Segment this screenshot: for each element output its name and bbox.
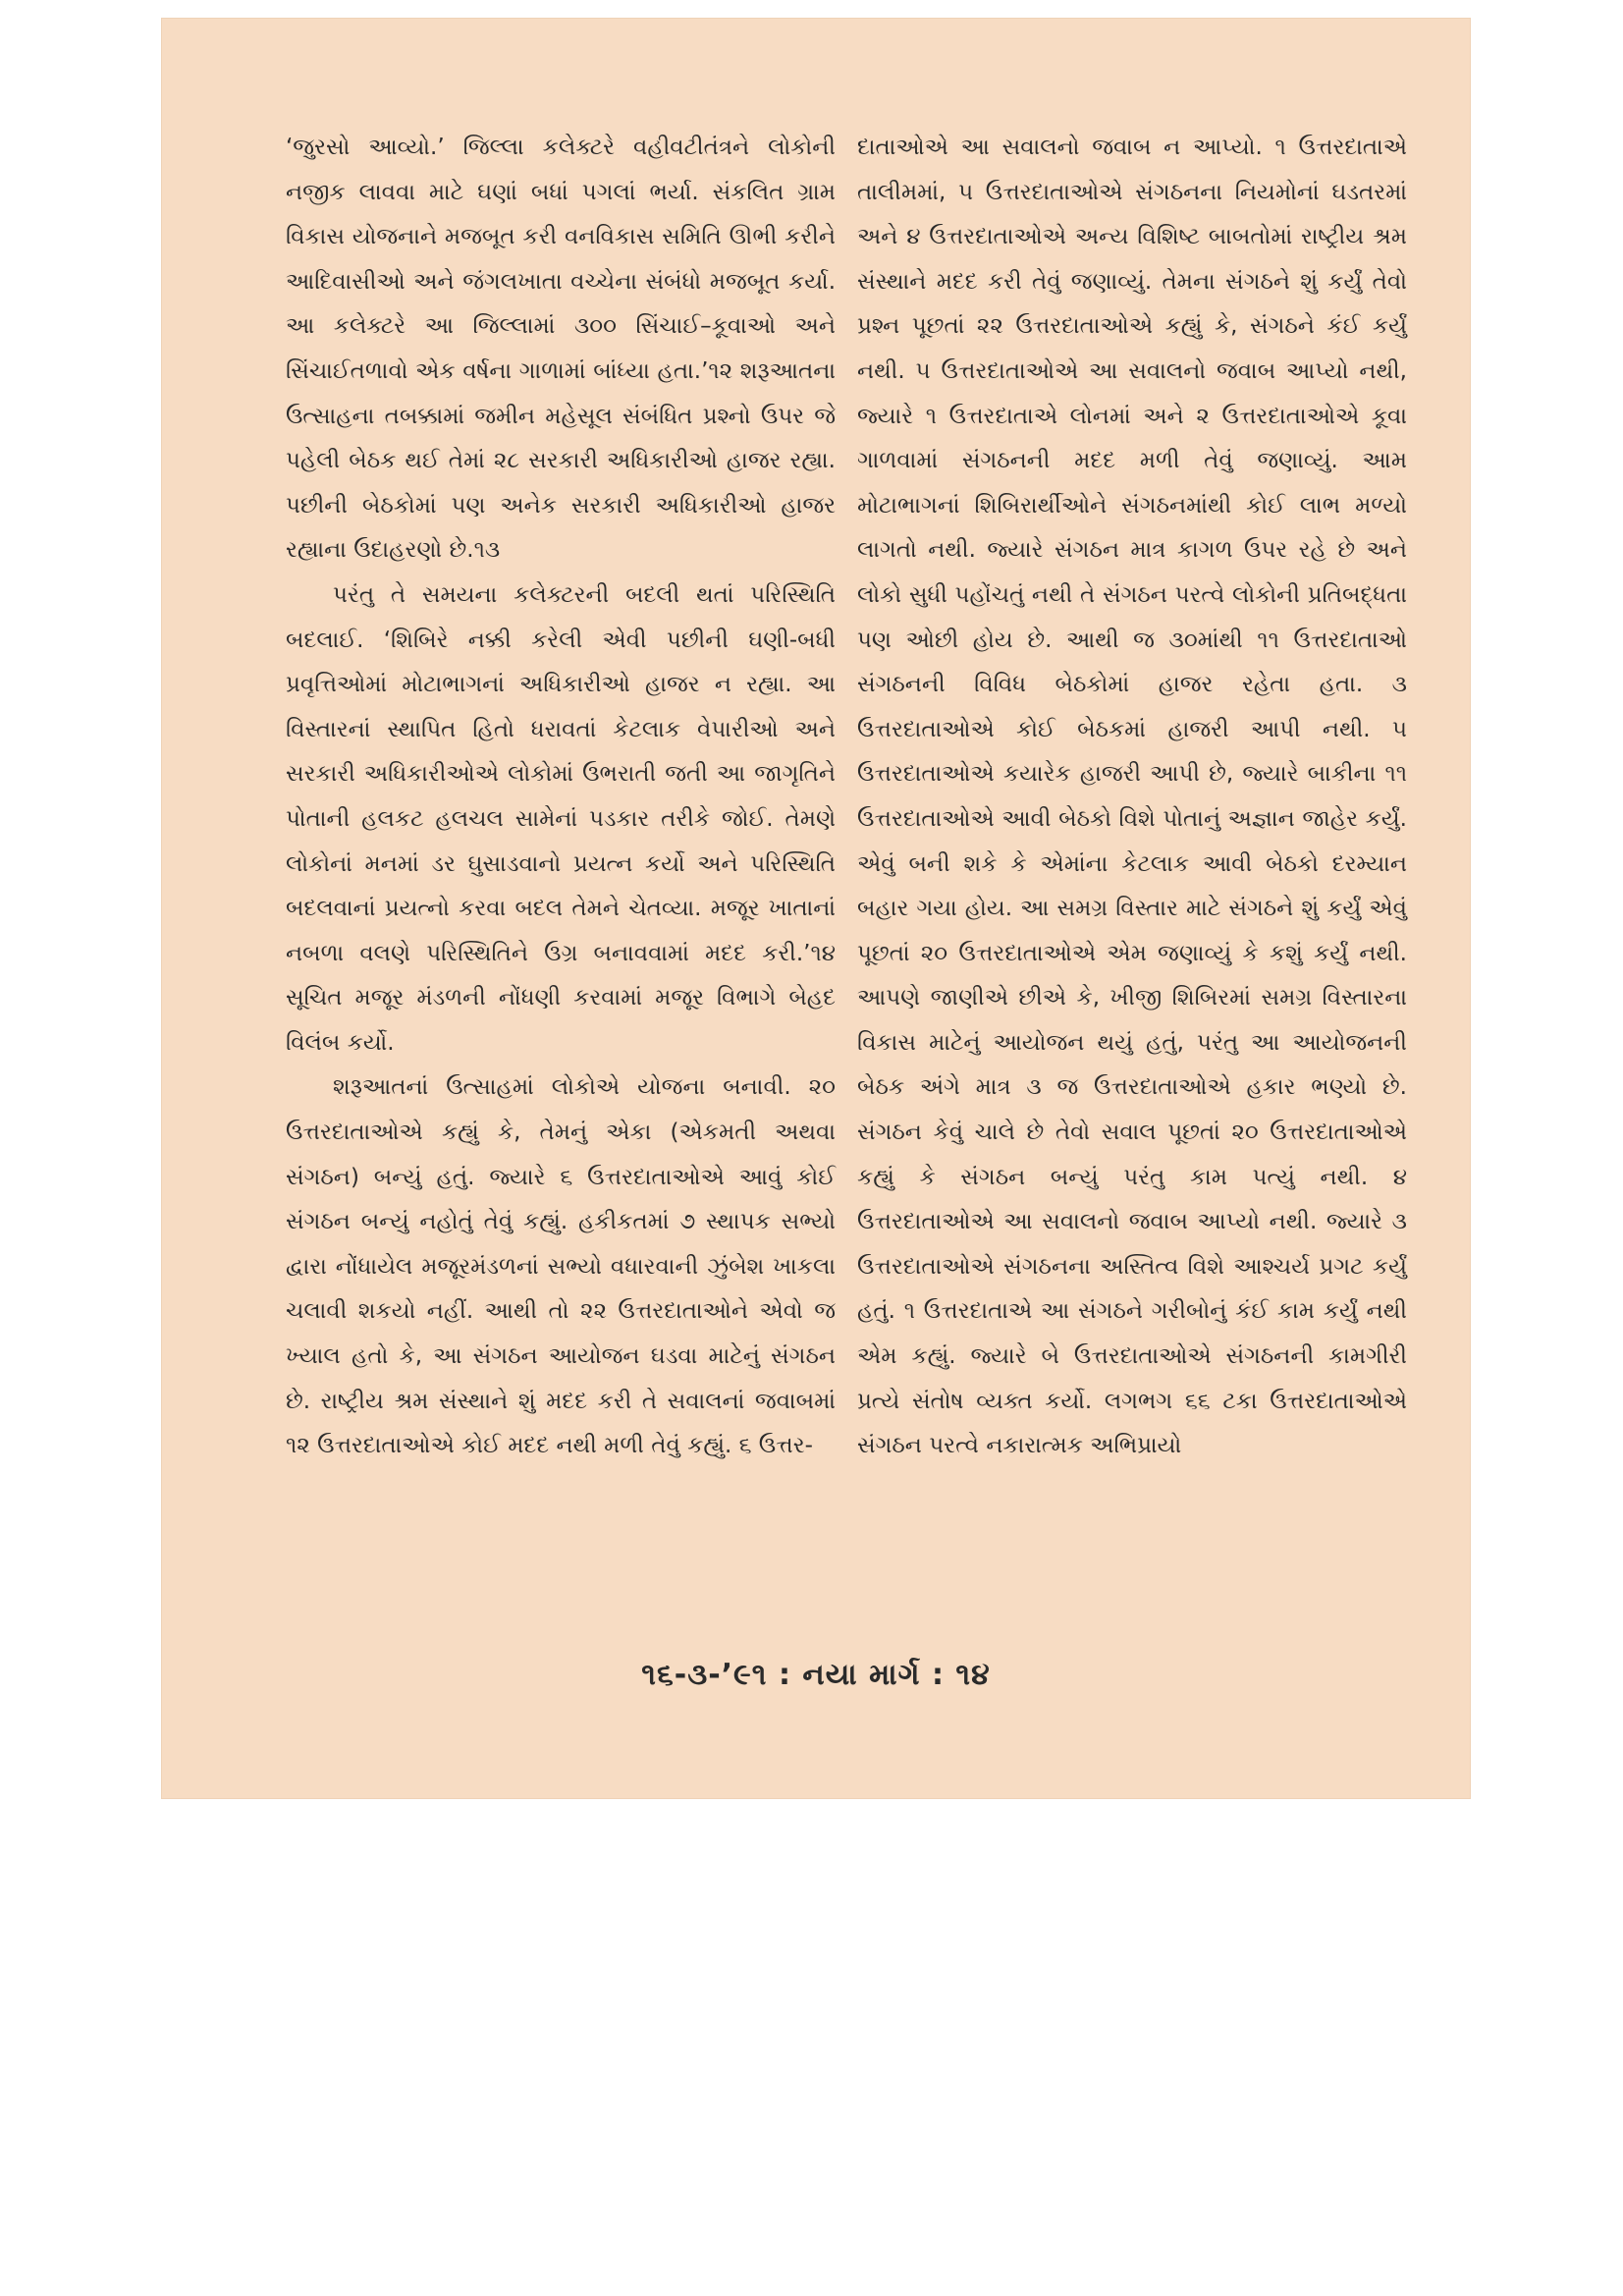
paragraph: પરંતુ તે સમયના કલેક્ટરની બદલી થતાં પરિસ્થિતિ બદલાઈ. ‘શિબિરે નક્કી કરેલી એવી પછીની ઘણી-બધી પ્રવૃત્તિઓમાં મોટાભાગનાં અધિકારીઓ હાજર ન રહ્યા. આ વિસ્તારનાં સ્થાપિત હિતો ધરાવતાં કેટલાક વેપારીઓ અને સરકારી અધિકારીઓએ લોકોમાં ઉભરાતી જતી આ જાગૃતિને પોતાની હલકટ હલચલ સામેનાં પડકાર તરીકે જોઈ. તેમણે લોકોનાં મનમાં ડર ઘુસાડવાનો પ્રયત્ન કર્યો અને પરિસ્થિતિ બદલવાનાં પ્રયત્નો કરવા બદલ તેમને ચેતવ્યા. મજૂર ખાતાનાં નબળા વલણે પરિસ્થિતિને ઉગ્ર બનાવવામાં મદદ કરી.’૧૪ સૂચિત મજૂર મંડળની નોંધણી કરવામાં મજૂર વિભાગે બેહદ વિલંબ કર્યો.: [286, 581, 836, 1056]
paragraph: દાતાઓએ આ સવાલનો જવાબ ન આપ્યો. ૧ ઉત્તરદાતાએ તાલીમમાં, ૫ ઉત્તરદાતાઓએ સંગઠનના નિયમોનાં ઘડતરમાં અને ૪ ઉત્તરદાતાઓએ અન્ય વિશિષ્ટ બાબતોમાં રાષ્ટ્રીય શ્રમ સંસ્થાને મદદ કરી તેવું જણાવ્યું. તેમના સંગઠને શું કર્યું તેવો પ્રશ્ન પૂછતાં ૨૨ ઉત્તરદાતાઓએ કહ્યું કે, સંગઠને કંઈ કર્યું નથી. ૫ ઉત્તરદાતાઓએ આ સવાલનો જવાબ આપ્યો નથી, જ્યારે ૧ ઉત્તરદાતાએ લોનમાં અને ૨ ઉત્તરદાતાઓએ કૂવા ગાળવામાં સંગઠનની મદદ મળી તેવું જણાવ્યું. આમ મોટાભાગનાં શિબિરાર્થીઓને સંગઠનમાંથી કોઈ લાભ મળ્યો લાગતો નથી. જ્યારે સંગઠન માત્ર કાગળ ઉપર રહે છે અને લોકો સુધી પહોંચતું નથી તે સંગઠન પરત્વે લોકોની પ્રતિબદ્ધતા પણ ઓછી હોય છે. આથી જ ૩૦માંથી ૧૧ ઉત્તરદાતાઓ સંગઠનની વિવિધ બેઠકોમાં હાજર રહેતા હતા. ૩ ઉત્તરદાતાઓએ કોઈ બેઠકમાં હાજરી આપી નથી. ૫ ઉત્તરદાતાઓએ કયારેક હાજરી આપી છે, જ્યારે બાકીના ૧૧ ઉત્તરદાતાઓએ આવી બેઠકો વિશે પોતાનું અજ્ઞાન જાહેર કર્યું. એવું બની શકે કે એમાંના કેટલાક આવી બેઠકો દરમ્યાન બહાર ગયા હોય. આ સમગ્ર વિસ્તાર માટે સંગઠને શું કર્યું એવું પૂછતાં ૨૦ ઉત્તરદાતાઓએ એમ જણાવ્યું કે કશું કર્યું નથી. આપણે જાણીએ છીએ કે, ખીજી શિબિરમાં સમગ્ર વિસ્તારના વિકાસ માટેનું આયોજન થયું હતું, પરંતુ આ આયોજનની બેઠક અંગે માત્ર ૩ જ ઉત્તરદાતાઓએ હકાર ભણ્યો છે. સંગઠન કેવું ચાલે છે તેવો સવાલ પૂછતાં ૨૦ ઉત્તરદાતાઓએ કહ્યું કે સંગઠન બન્યું પરંતુ કામ પત્યું નથી. ૪ ઉત્તરદાતાઓએ આ સવાલનો જવાબ આપ્યો નથી. જ્યારે ૩ ઉત્તરદાતાઓએ સંગઠનના અસ્તિત્વ વિશે આશ્ચર્ય પ્રગટ કર્યું હતું. ૧ ઉત્તરદાતાએ આ સંગઠને ગરીબોનું કંઈ કામ કર્યું નથી એમ કહ્યું. જ્યારે બે ઉત્તરદાતાઓએ સંગઠનની કામગીરી પ્રત્યે સંતોષ વ્યક્ત કર્યો. લગભગ ૬૬ ટકા ઉત્તરદાતાઓએ સંગઠન પરત્વે નકારાત્મક અભિપ્રાયો: [857, 135, 1407, 1459]
left-column: [286, 126, 836, 1469]
paragraph: ‘જુરસો આવ્યો.’ જિલ્લા કલેક્ટરે વહીવટીતંત્રને લોકોની નજીક લાવવા માટે ઘણાં બધાં પગલાં ભર્યા. સંકલિત ગ્રામ વિકાસ યોજનાને મજબૂત કરી વનવિકાસ સમિતિ ઊભી કરીને આદિવાસીઓ અને જંગલખાતા વચ્ચેના સંબંધો મજબૂત કર્યા. આ કલેક્ટરે આ જિલ્લામાં ૩૦૦ સિંચાઈ–કૂવાઓ અને સિંચાઈતળાવો એક વર્ષના ગાળામાં બાંધ્યા હતા.’૧૨ શરૂઆતના ઉત્સાહના તબક્કામાં જમીન મહેસૂલ સંબંધિત પ્રશ્નો ઉપર જે પહેલી બેઠક થઈ તેમાં ૨૮ સરકારી અધિકારીઓ હાજર રહ્યા. પછીની બેઠકોમાં પણ અનેક સરકારી અધિકારીઓ હાજર રહ્યાના ઉદાહરણો છે.૧૩: [286, 135, 836, 564]
page-footer: ૧૬-૩-’૯૧ : નયા માર્ગ : ૧૪: [641, 1658, 991, 1692]
paragraph: શરૂઆતનાં ઉત્સાહમાં લોકોએ યોજના બનાવી. ૨૦ ઉત્તરદાતાઓએ કહ્યું કે, તેમનું એકા (એકમતી અથવા સંગઠન) બન્યું હતું. જ્યારે ૬ ઉત્તરદાતાઓએ આવું કોઈ સંગઠન બન્યું નહોતું તેવું કહ્યું. હકીકતમાં ૭ સ્થાપક સભ્યો દ્વારા નોંધાયેલ મજૂરમંડળનાં સભ્યો વધારવાની ઝુંબેશ ખાકલા ચલાવી શકયો નહીં. આથી તો ૨૨ ઉત્તરદાતાઓને એવો જ ખ્યાલ હતો કે, આ સંગઠન આયોજન ઘડવા માટેનું સંગઠન છે. રાષ્ટ્રીય શ્રમ સંસ્થાને શું મદદ કરી તે સવાલનાં જવાબમાં ૧૨ ઉત્તરદાતાઓએ કોઈ મદદ નથી મળી તેવું કહ્યું. ૬ ઉત્તર-: [286, 1074, 836, 1459]
scanned-page: [161, 18, 1471, 1799]
right-column: [857, 126, 1407, 1469]
